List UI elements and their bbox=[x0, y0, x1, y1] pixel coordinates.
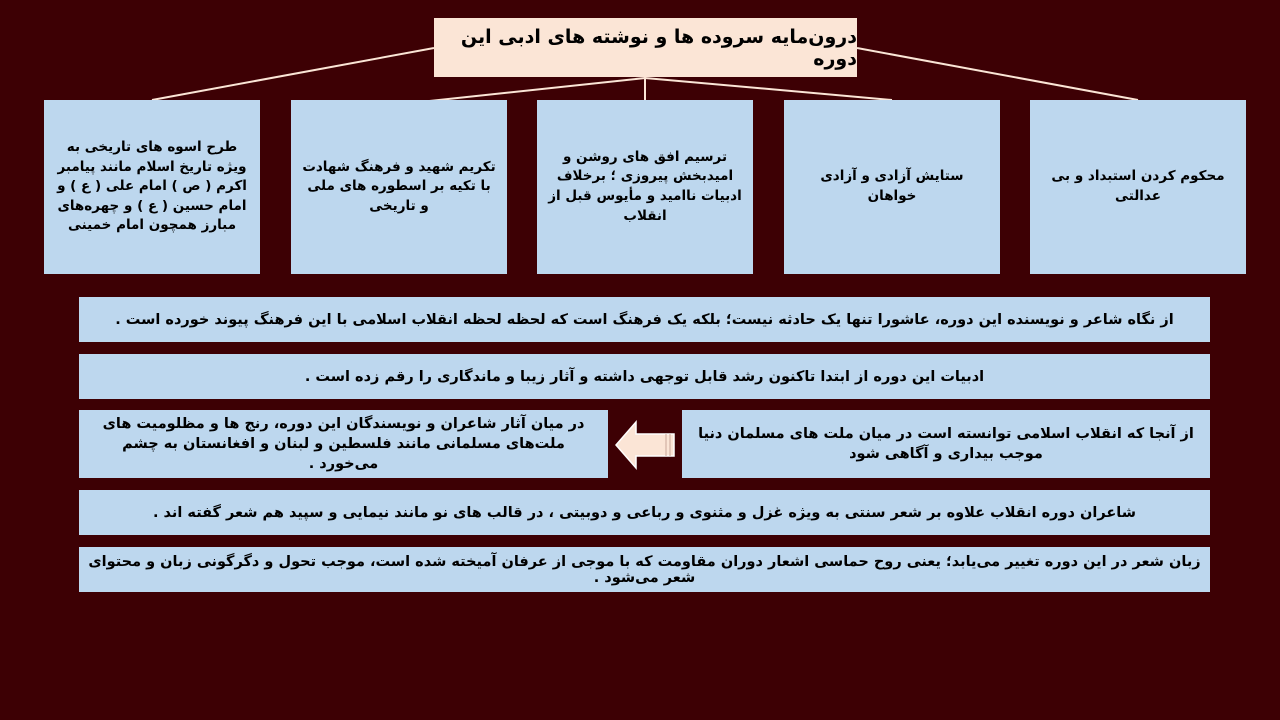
info-row-ashura: از نگاه شاعر و نویسنده این دوره، عاشورا تنها یک حادثه نیست؛ بلکه یک فرهنگ است که لحظه لحظه انقلاب اسلامی با این فرهنگ پیوند خورده است . bbox=[79, 297, 1210, 342]
info-row-growth: ادبیات این دوره از ابتدا تاکنون رشد قابل توجهی داشته و آثار زیبا و ماندگاری را رقم زده است . bbox=[79, 354, 1210, 399]
connector-line bbox=[857, 48, 1138, 100]
connector-line bbox=[645, 78, 892, 100]
theme-box-freedom: ستایش آزادی و آزادی خواهان bbox=[784, 100, 1000, 274]
theme-box-hope: ترسیم افق های روشن و امیدبخش پیروزی ؛ برخلاف ادبیات ناامید و مأیوس قبل از انقلاب bbox=[537, 100, 753, 274]
theme-box-historical-figures: طرح اسوه های تاریخی به ویژه تاریخ اسلام مانند پیامبر اکرم ( ص ) امام علی ( ع ) و امام حسین ( ع ) و چهره‌های مبارز همچون امام خمینی bbox=[44, 100, 260, 274]
connector-line bbox=[152, 48, 434, 100]
diagram-title: درون‌مایه سروده ها و نوشته های ادبی این دوره bbox=[434, 18, 857, 77]
info-box-effect: در میان آثار شاعران و نویسندگان این دوره، رنج ها و مظلومیت های ملت‌های مسلمانی مانند فلسطین و لبنان و افغانستان به چشم می‌خورد . bbox=[79, 410, 608, 478]
info-row-forms: شاعران دوره انقلاب علاوه بر شعر سنتی به ویژه غزل و مثنوی و رباعی و دوبیتی ، در قالب های نو مانند نیمایی و سپید هم شعر گفته اند . bbox=[79, 490, 1210, 535]
info-box-cause: از آنجا که انقلاب اسلامی توانسته است در میان ملت های مسلمان دنیا موجب بیداری و آگاهی شود bbox=[682, 410, 1210, 478]
theme-box-tyranny: محکوم کردن استبداد و بی عدالتی bbox=[1030, 100, 1246, 274]
theme-box-martyrdom: تکریم شهید و فرهنگ شهادت با تکیه بر اسطوره های ملی و تاریخی bbox=[291, 100, 507, 274]
info-row-language: زبان شعر در این دوره تغییر می‌یابد؛ یعنی روح حماسی اشعار دوران مقاومت که با موجی از عرفان آمیخته شده است، موجب تحول و دگرگونی زبان و محتوای شعر می‌شود . bbox=[79, 547, 1210, 592]
left-arrow-icon bbox=[614, 420, 676, 470]
